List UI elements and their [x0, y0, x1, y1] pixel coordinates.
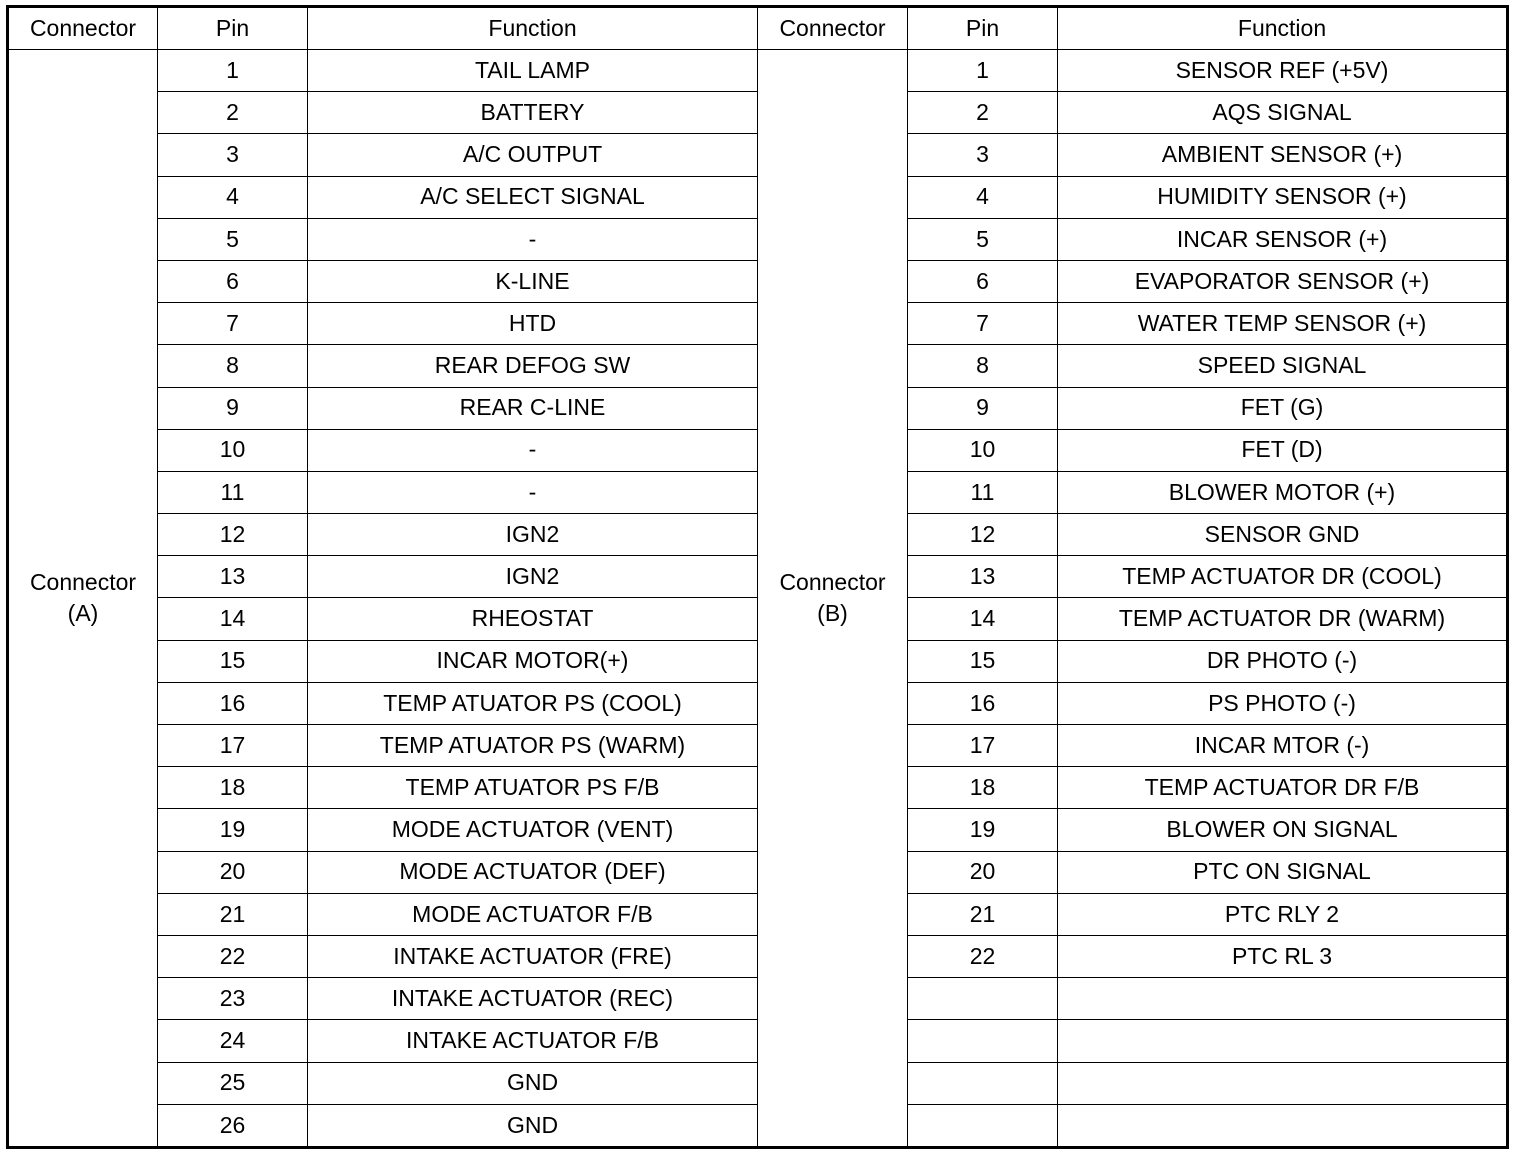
pin-number: 19 — [158, 809, 308, 851]
pin-function: HUMIDITY SENSOR (+) — [1058, 176, 1508, 218]
pin-number: 26 — [158, 1104, 308, 1147]
pin-function: MODE ACTUATOR F/B — [308, 893, 758, 935]
pin-function: BATTERY — [308, 92, 758, 134]
pin-number: 15 — [158, 640, 308, 682]
pin-function: INTAKE ACTUATOR (REC) — [308, 978, 758, 1020]
pin-function: - — [308, 429, 758, 471]
pin-function: A/C OUTPUT — [308, 134, 758, 176]
pin-number: 13 — [908, 556, 1058, 598]
pin-number: 3 — [908, 134, 1058, 176]
pin-function: SENSOR REF (+5V) — [1058, 50, 1508, 92]
pin-function: AMBIENT SENSOR (+) — [1058, 134, 1508, 176]
pin-function: TEMP ACTUATOR DR (COOL) — [1058, 556, 1508, 598]
connector-pin-table — [6, 5, 1509, 1149]
pin-function: A/C SELECT SIGNAL — [308, 176, 758, 218]
pin-number: 17 — [908, 725, 1058, 767]
pin-number: 10 — [908, 429, 1058, 471]
pin-function: IGN2 — [308, 514, 758, 556]
pin-function: TEMP ATUATOR PS F/B — [308, 767, 758, 809]
header-function-a: Function — [308, 7, 758, 50]
pin-function: RHEOSTAT — [308, 598, 758, 640]
pin-function: PTC RL 3 — [1058, 935, 1508, 977]
pin-function: GND — [308, 1104, 758, 1147]
pin-function: - — [308, 218, 758, 260]
pin-number: 6 — [158, 260, 308, 302]
pin-function: MODE ACTUATOR (DEF) — [308, 851, 758, 893]
pin-number: 11 — [908, 471, 1058, 513]
header-connector-b: Connector — [758, 7, 908, 50]
pin-number: 18 — [158, 767, 308, 809]
pin-function: SENSOR GND — [1058, 514, 1508, 556]
empty-cell — [908, 1020, 1058, 1062]
pin-number: 7 — [158, 303, 308, 345]
pin-number: 20 — [908, 851, 1058, 893]
pin-number: 16 — [908, 682, 1058, 724]
pin-function: SPEED SIGNAL — [1058, 345, 1508, 387]
pin-function: IGN2 — [308, 556, 758, 598]
pin-function: DR PHOTO (-) — [1058, 640, 1508, 682]
pin-function: INTAKE ACTUATOR (FRE) — [308, 935, 758, 977]
connector-a-label — [8, 50, 158, 1148]
pin-number: 5 — [908, 218, 1058, 260]
connector-id: (B) — [817, 600, 848, 626]
header-pin-b: Pin — [908, 7, 1058, 50]
pin-function: AQS SIGNAL — [1058, 92, 1508, 134]
pin-number: 14 — [158, 598, 308, 640]
connector-label: Connector — [779, 568, 886, 595]
pin-function: TEMP ACTUATOR DR F/B — [1058, 767, 1508, 809]
header-connector-a: Connector — [8, 7, 158, 50]
pin-function: BLOWER ON SIGNAL — [1058, 809, 1508, 851]
pin-function: BLOWER MOTOR (+) — [1058, 471, 1508, 513]
pin-function: PTC RLY 2 — [1058, 893, 1508, 935]
pin-function: FET (G) — [1058, 387, 1508, 429]
pin-function: INCAR MTOR (-) — [1058, 725, 1508, 767]
pin-function: TEMP ATUATOR PS (WARM) — [308, 725, 758, 767]
pin-number: 4 — [908, 176, 1058, 218]
empty-cell — [1058, 978, 1508, 1020]
pin-number: 25 — [158, 1062, 308, 1104]
pin-number: 3 — [158, 134, 308, 176]
pin-function: TEMP ATUATOR PS (COOL) — [308, 682, 758, 724]
pin-number: 8 — [908, 345, 1058, 387]
pin-number: 6 — [908, 260, 1058, 302]
pin-function: REAR C-LINE — [308, 387, 758, 429]
pin-function: REAR DEFOG SW — [308, 345, 758, 387]
pin-function: - — [308, 471, 758, 513]
connector-b-label — [758, 50, 908, 1148]
connector-id: (A) — [67, 600, 99, 626]
pin-number: 21 — [158, 893, 308, 935]
pin-number: 4 — [158, 176, 308, 218]
pin-function: MODE ACTUATOR (VENT) — [308, 809, 758, 851]
header-function-b: Function — [1058, 7, 1508, 50]
pin-number: 7 — [908, 303, 1058, 345]
pin-number: 12 — [908, 514, 1058, 556]
empty-cell — [1058, 1062, 1508, 1104]
pin-function: HTD — [308, 303, 758, 345]
pin-number: 5 — [158, 218, 308, 260]
pin-function: PTC ON SIGNAL — [1058, 851, 1508, 893]
header-row — [8, 7, 1508, 50]
pin-function: FET (D) — [1058, 429, 1508, 471]
pin-number: 19 — [908, 809, 1058, 851]
pin-number: 13 — [158, 556, 308, 598]
pin-number: 9 — [158, 387, 308, 429]
pin-function: INTAKE ACTUATOR F/B — [308, 1020, 758, 1062]
pin-number: 15 — [908, 640, 1058, 682]
pin-function: K-LINE — [308, 260, 758, 302]
table-row — [8, 50, 1508, 92]
pin-number: 2 — [158, 92, 308, 134]
pin-function: PS PHOTO (-) — [1058, 682, 1508, 724]
empty-cell — [908, 1104, 1058, 1147]
pin-number: 17 — [158, 725, 308, 767]
pin-number: 10 — [158, 429, 308, 471]
pin-function: WATER TEMP SENSOR (+) — [1058, 303, 1508, 345]
empty-cell — [1058, 1104, 1508, 1147]
pin-number: 9 — [908, 387, 1058, 429]
pin-number: 22 — [158, 935, 308, 977]
pin-number: 2 — [908, 92, 1058, 134]
pin-number: 22 — [908, 935, 1058, 977]
pin-function: TEMP ACTUATOR DR (WARM) — [1058, 598, 1508, 640]
pin-number: 11 — [158, 471, 308, 513]
pin-number: 8 — [158, 345, 308, 387]
pin-number: 18 — [908, 767, 1058, 809]
pin-number: 1 — [158, 50, 308, 92]
empty-cell — [1058, 1020, 1508, 1062]
pin-number: 1 — [908, 50, 1058, 92]
header-pin-a: Pin — [158, 7, 308, 50]
empty-cell — [908, 978, 1058, 1020]
pin-function: TAIL LAMP — [308, 50, 758, 92]
pin-number: 14 — [908, 598, 1058, 640]
pin-number: 16 — [158, 682, 308, 724]
pin-function: INCAR MOTOR(+) — [308, 640, 758, 682]
pin-number: 20 — [158, 851, 308, 893]
pin-function: GND — [308, 1062, 758, 1104]
pin-number: 23 — [158, 978, 308, 1020]
pin-number: 24 — [158, 1020, 308, 1062]
pin-function: EVAPORATOR SENSOR (+) — [1058, 260, 1508, 302]
pin-function: INCAR SENSOR (+) — [1058, 218, 1508, 260]
empty-cell — [908, 1062, 1058, 1104]
pin-number: 12 — [158, 514, 308, 556]
pin-number: 21 — [908, 893, 1058, 935]
connector-label: Connector — [29, 568, 137, 595]
